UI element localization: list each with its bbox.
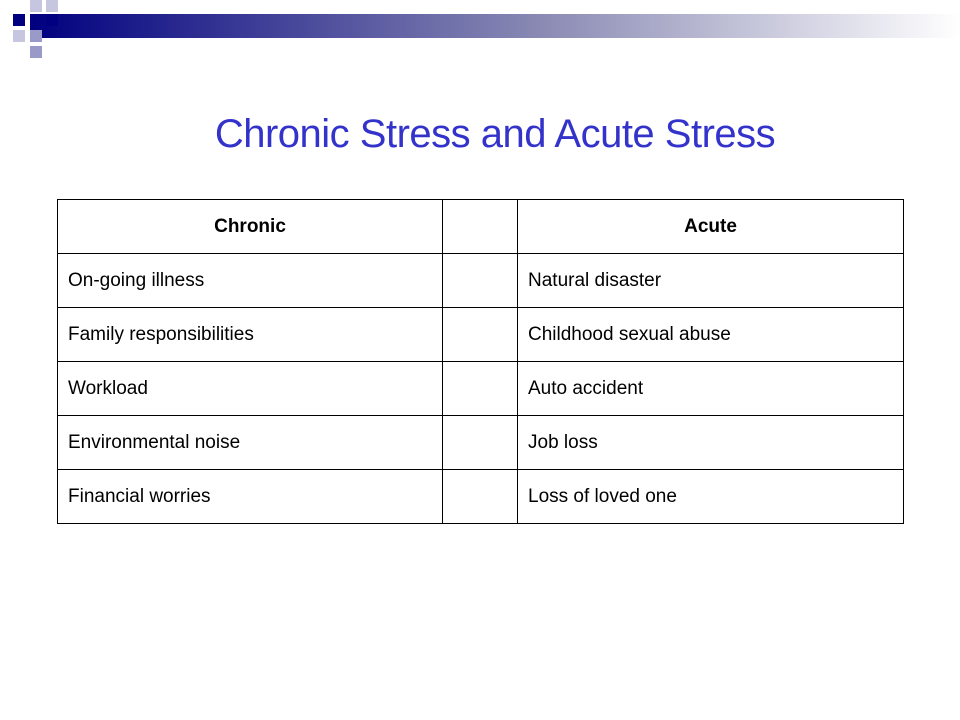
decor-square-2 (30, 0, 42, 12)
decor-square-4 (13, 30, 25, 42)
table-row (58, 470, 904, 524)
acute-cell: Auto accident (518, 362, 904, 416)
slide-title: Chronic Stress and Acute Stress (214, 112, 776, 156)
header-acute: Acute (518, 200, 904, 254)
decor-square-5 (46, 14, 58, 26)
gradient-band (30, 14, 960, 38)
chronic-cell: Financial worries (58, 470, 443, 524)
acute-cell: Loss of loved one (518, 470, 904, 524)
chronic-cell: On-going illness (58, 254, 443, 308)
table-row (58, 254, 904, 308)
chronic-cell: Environmental noise (58, 416, 443, 470)
chronic-cell: Workload (58, 362, 443, 416)
chronic-cell: Family responsibilities (58, 308, 443, 362)
decor-square-7 (30, 46, 42, 58)
acute-cell: Natural disaster (518, 254, 904, 308)
spacer-cell (443, 254, 518, 308)
decor-square-3 (46, 0, 58, 12)
acute-cell: Job loss (518, 416, 904, 470)
table-row (58, 416, 904, 470)
spacer-cell (443, 308, 518, 362)
stress-comparison-table (57, 199, 904, 524)
acute-cell: Childhood sexual abuse (518, 308, 904, 362)
header-chronic: Chronic (58, 200, 443, 254)
table-header-row (58, 200, 904, 254)
spacer-cell (443, 362, 518, 416)
decor-square-6 (30, 30, 42, 42)
spacer-cell (443, 470, 518, 524)
table-row (58, 308, 904, 362)
header-spacer (443, 200, 518, 254)
decor-square-1 (13, 14, 25, 26)
slide-header-decoration (0, 0, 960, 60)
spacer-cell (443, 416, 518, 470)
table-row (58, 362, 904, 416)
